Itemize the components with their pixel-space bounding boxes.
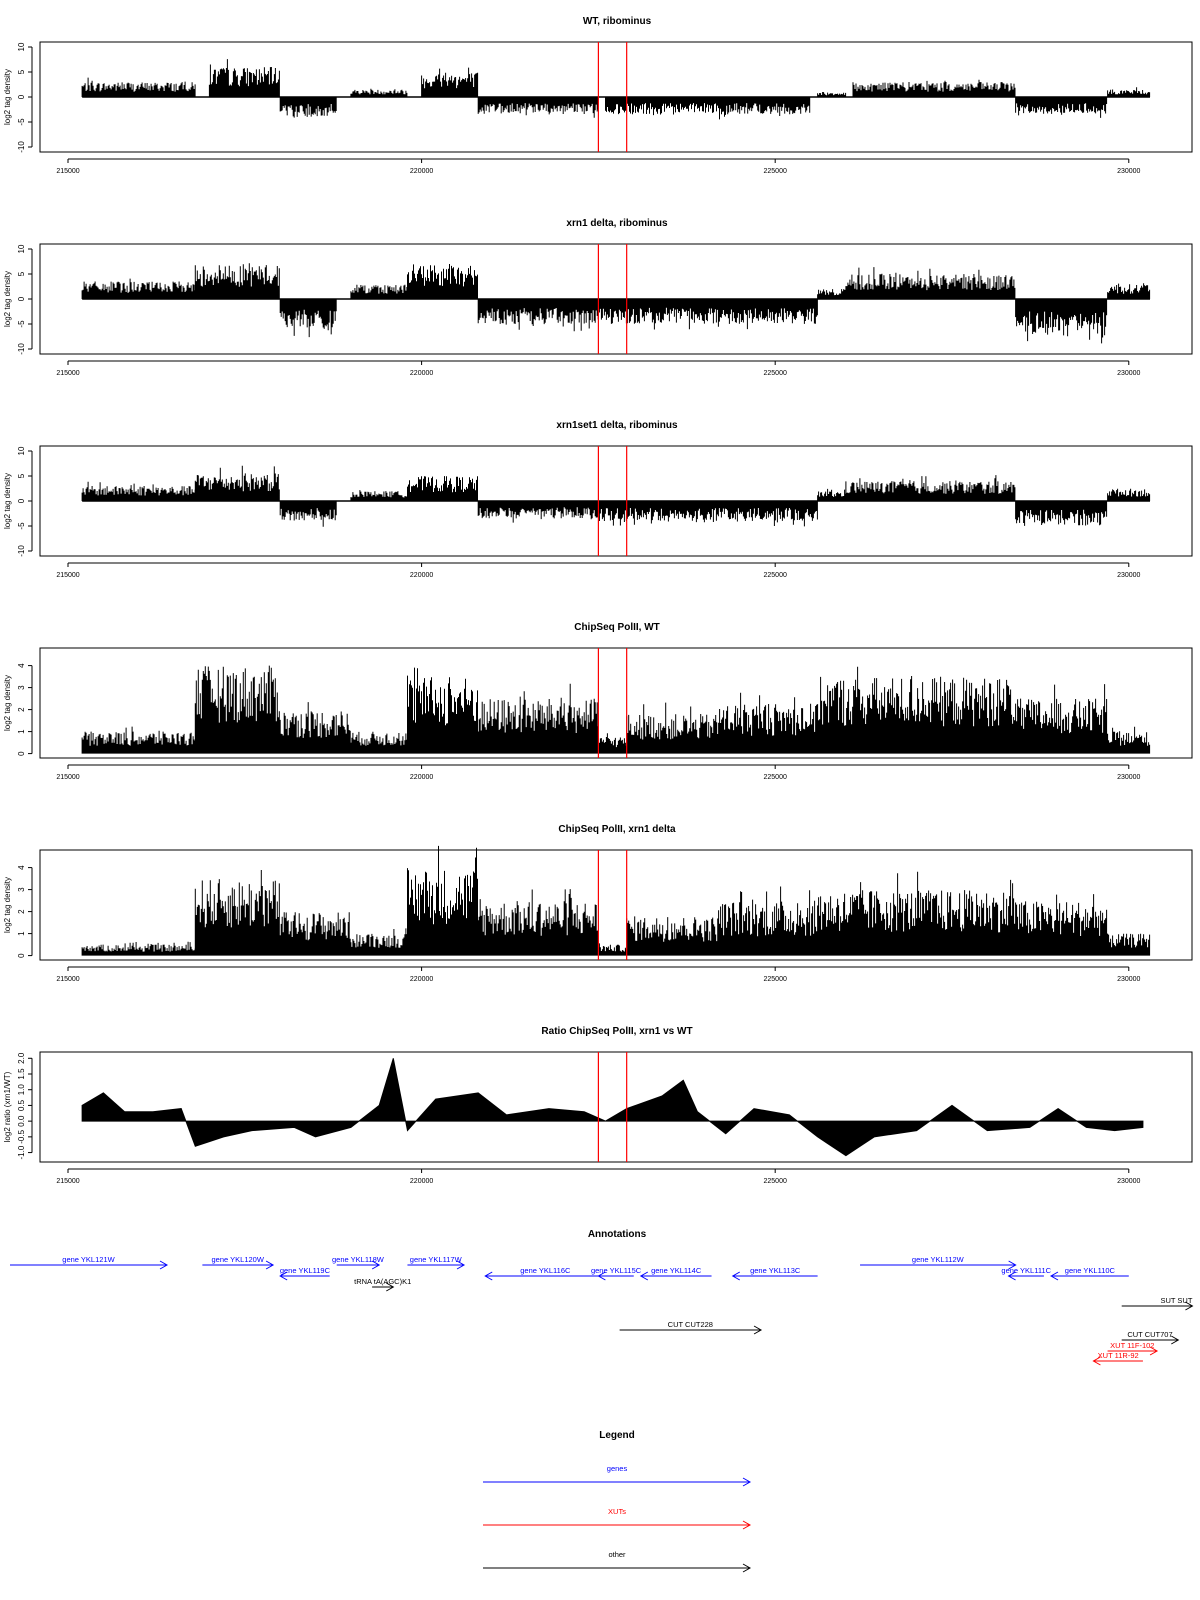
y-tick-label: 2 [17,909,26,914]
y-tick-label: -10 [17,545,26,557]
x-tick-label: 215000 [56,572,80,579]
y-tick-label: 10 [17,244,26,254]
y-tick-label: 1 [17,931,26,936]
y-tick-label: 1 [17,729,26,734]
chart-title: ChipSeq PolII, WT [574,622,660,633]
annotation-label: gene YKL119C [279,1266,331,1275]
x-tick-label: 230000 [1117,168,1141,175]
annotations-title: Annotations [587,1229,647,1240]
y-tick-label: 5 [17,69,26,75]
x-tick-label: 220000 [409,774,434,781]
x-tick-label: 215000 [56,1178,80,1185]
y-tick-label: 2.0 [17,1052,26,1064]
legend-title: Legend [599,1430,635,1441]
annotation-label: gene YKL121W [62,1255,115,1264]
x-tick-label: 220000 [409,1178,434,1185]
y-tick-label: 2 [17,707,26,712]
x-tick-label: 215000 [56,168,80,175]
y-tick-label: 1.0 [17,1084,26,1096]
annotation-label: gene YKL111C [1001,1266,1052,1275]
y-axis-label: log2 tag density [3,270,12,328]
y-tick-label: 0.0 [17,1115,26,1127]
annotation-label: XUT 11F-102 [1110,1341,1155,1350]
y-tick-label: 0 [17,94,26,100]
annotation-label: CUT CUT707 [1127,1330,1173,1339]
annotation-label: gene YKL120W [211,1255,264,1264]
annotation-label: gene YKL114C [651,1266,702,1275]
annotation-label: gene YKL113C [750,1266,801,1275]
annotation-label: gene YKL117W [409,1255,462,1264]
y-tick-label: -10 [17,141,26,153]
annotation-label: gene YKL116C [520,1266,571,1275]
y-tick-label: 4 [17,865,26,870]
x-tick-label: 220000 [409,572,434,579]
x-tick-label: 225000 [763,1178,787,1185]
y-tick-label: -10 [17,343,26,355]
annotation-label: gene YKL110C [1064,1266,1115,1275]
y-tick-label: -0.5 [17,1129,26,1144]
y-tick-label: 10 [17,446,26,456]
y-tick-label: 0 [17,953,26,958]
x-tick-label: 225000 [763,168,787,175]
y-axis-label: log2 tag density [3,472,12,530]
x-tick-label: 230000 [1117,572,1141,579]
annotation-label: tRNA tA(AGC)K1 [354,1277,412,1286]
y-axis-label: log2 tag density [3,876,12,934]
legend-label: genes [606,1464,628,1473]
y-tick-label: -1.0 [17,1145,26,1160]
y-tick-label: 1.5 [17,1068,26,1080]
x-tick-label: 230000 [1117,774,1141,781]
x-tick-label: 215000 [56,370,80,377]
y-tick-label: 4 [17,663,26,668]
y-tick-label: -5 [17,320,26,328]
x-tick-label: 215000 [56,976,80,983]
x-tick-label: 230000 [1117,1178,1141,1185]
x-tick-label: 225000 [763,976,787,983]
annotation-label: gene YKL115C [590,1266,642,1275]
annotation-label: gene YKL118W [332,1255,384,1264]
y-tick-label: -5 [17,118,26,126]
y-tick-label: 0 [17,751,26,756]
y-tick-label: 5 [17,473,26,479]
x-tick-label: 225000 [763,774,787,781]
y-tick-label: 0 [17,498,26,504]
x-tick-label: 225000 [763,370,787,377]
x-tick-label: 225000 [763,572,787,579]
x-tick-label: 230000 [1117,370,1141,377]
annotation-label: SUT SUT [1160,1296,1193,1305]
x-tick-label: 220000 [409,370,434,377]
y-axis-label: log2 ratio (xrn1/WT) [3,1071,12,1143]
y-tick-label: 5 [17,271,26,277]
x-tick-label: 230000 [1117,976,1141,983]
x-tick-label: 215000 [56,774,80,781]
y-axis-label: log2 tag density [3,674,12,732]
chart-title: Ratio ChipSeq PolII, xrn1 vs WT [541,1026,693,1037]
chart-title: xrn1 delta, ribominus [566,218,668,229]
annotation-label: gene YKL112W [911,1255,964,1264]
y-tick-label: -5 [17,522,26,530]
y-axis-label: log2 tag density [3,68,12,126]
annotation-label: CUT CUT228 [667,1320,713,1329]
y-tick-label: 0.5 [17,1099,26,1111]
y-tick-label: 3 [17,685,26,690]
chart-title: xrn1set1 delta, ribominus [556,420,678,431]
y-tick-label: 0 [17,296,26,302]
x-tick-label: 220000 [409,976,434,983]
y-tick-label: 10 [17,42,26,52]
chart-title: ChipSeq PolII, xrn1 delta [558,824,676,835]
legend-label: other [608,1550,626,1559]
chart-title: WT, ribominus [582,16,652,27]
x-tick-label: 220000 [409,168,434,175]
y-tick-label: 3 [17,887,26,892]
annotation-label: XUT 11R-92 [1097,1351,1139,1360]
legend-label: XUTs [608,1507,626,1516]
